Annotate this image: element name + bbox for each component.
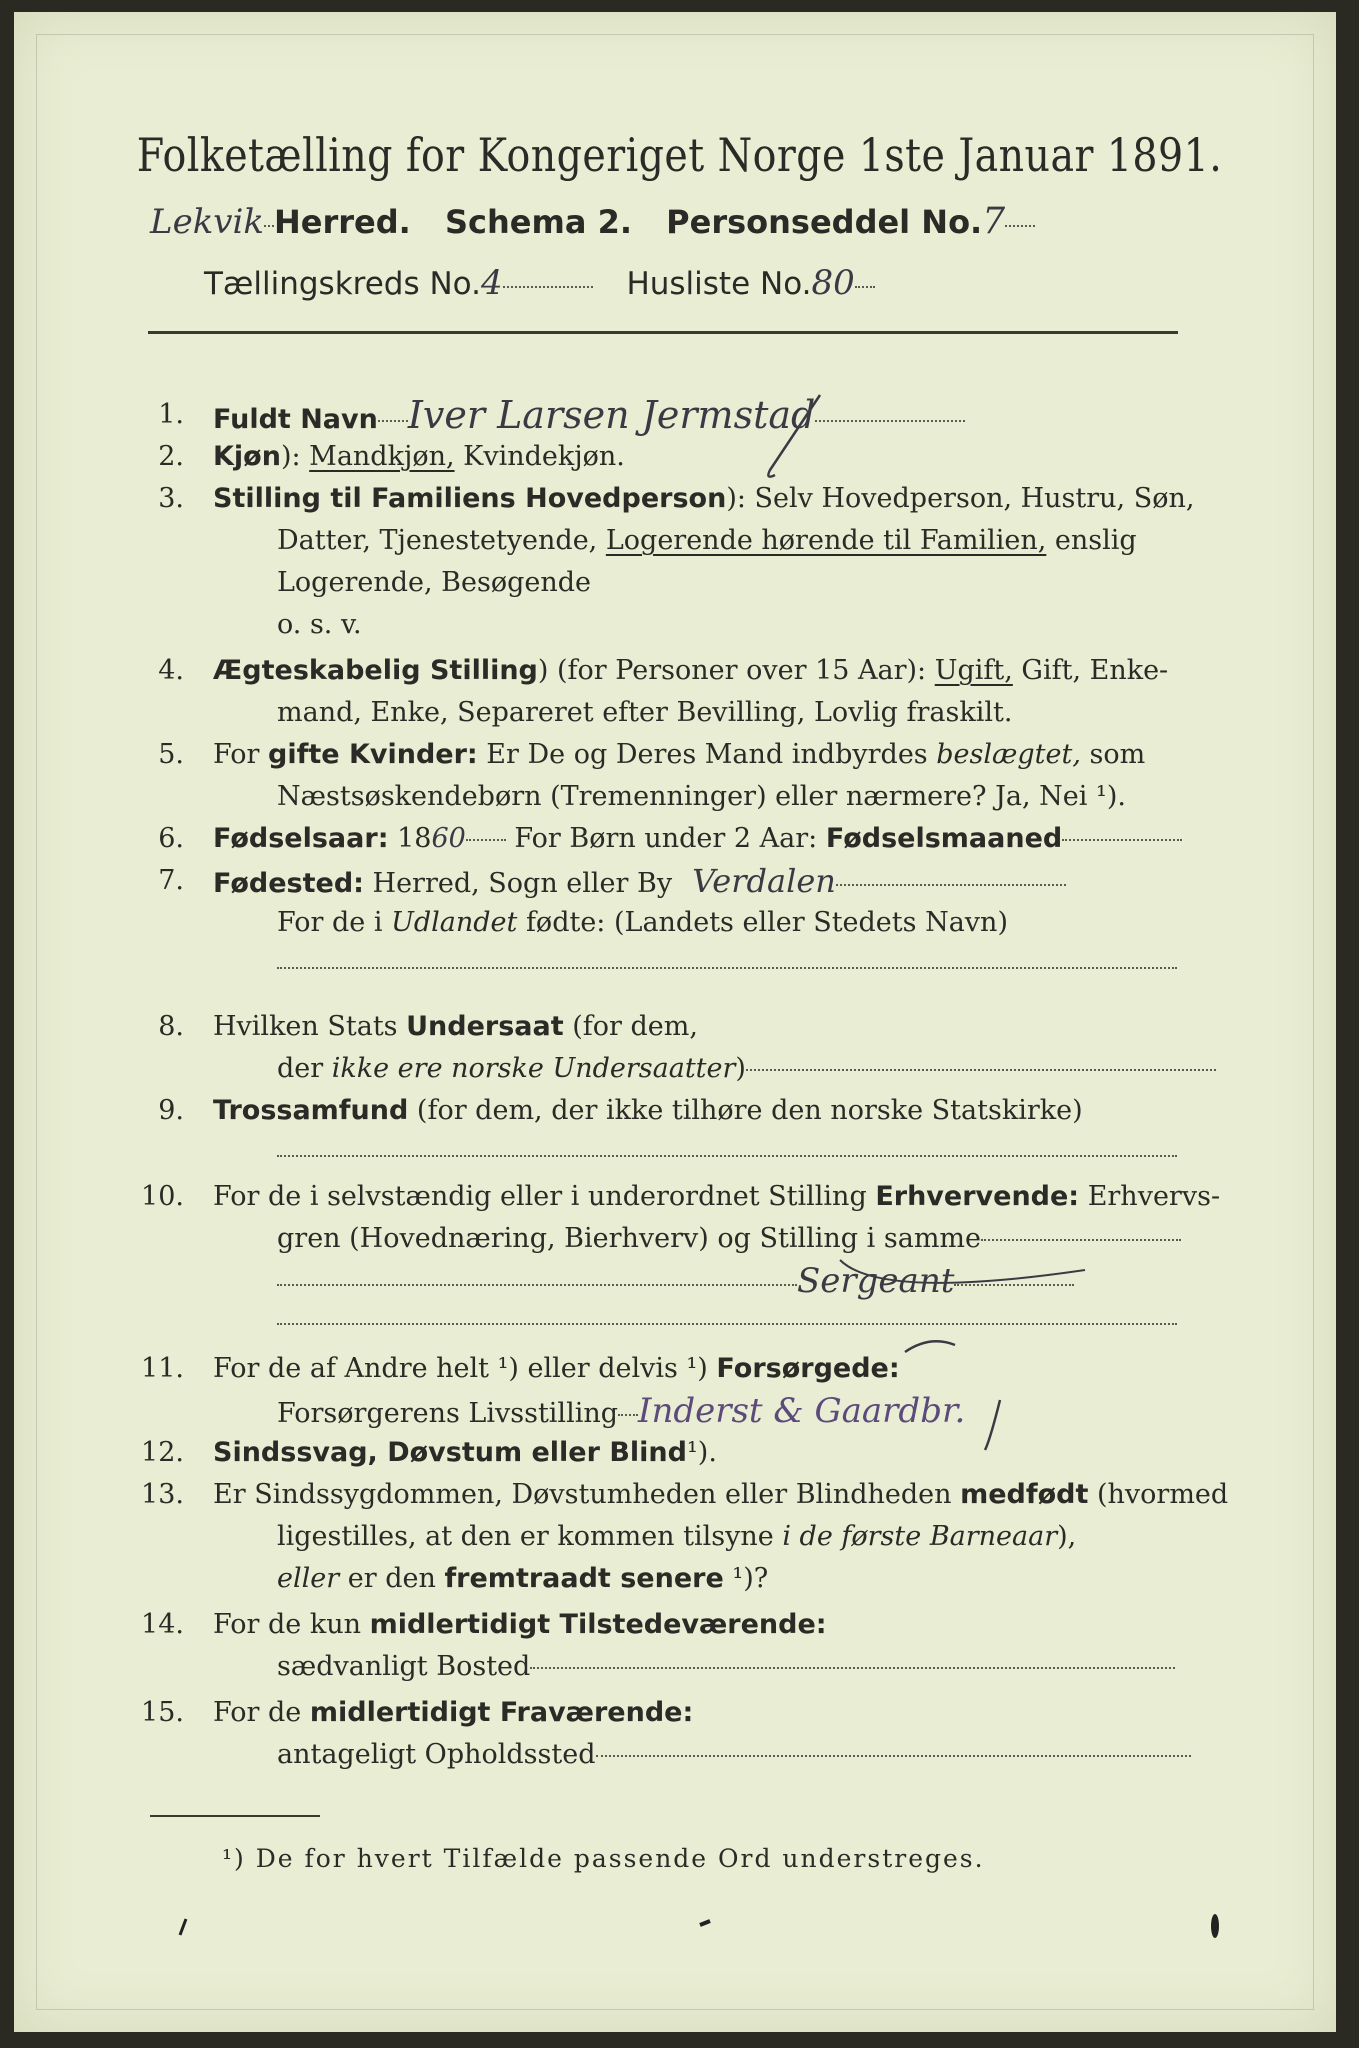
fodselsmaaned-label: Fødselsmaaned — [825, 823, 1063, 854]
undersaat-label: Undersaat — [406, 1011, 564, 1042]
text: som — [1080, 739, 1146, 770]
item-number: 7. — [158, 865, 184, 896]
fuldt-navn-label: Fuldt Navn — [213, 404, 378, 435]
text: ) (for Personer over 15 Aar): — [537, 655, 935, 686]
erhverv-value: Sergeant — [797, 1261, 955, 1301]
text: antageligt Opholdssted — [277, 1739, 596, 1770]
text: For — [213, 739, 269, 770]
text: For de kun — [213, 1609, 370, 1640]
husliste-label: Husliste No. — [626, 266, 812, 302]
text: (for dem, — [563, 1011, 698, 1042]
fodested-value: Verdalen — [692, 862, 836, 900]
text: i de første Barneaar — [782, 1521, 1058, 1552]
text: der — [277, 1053, 332, 1084]
text: sædvanligt Bosted — [277, 1651, 531, 1682]
fremtraadt-label: fremtraadt senere — [444, 1563, 724, 1594]
text: (for dem, der ikke tilhøre den norske Statskirke) — [408, 1095, 1083, 1126]
stilling-options: ): Selv Hovedperson, Hustru, Søn, — [726, 483, 1195, 514]
fodselsaar-label: Fødselsaar: — [213, 823, 389, 854]
kjon-label: Kjøn — [213, 441, 281, 472]
fodested-label: Fødested: — [213, 868, 364, 899]
kreds-label: Tællingskreds No. — [204, 266, 481, 302]
item-3-line-3: Logerende, Besøgende — [277, 567, 591, 598]
aegteskab-label: Ægteskabelig Stilling — [213, 655, 538, 686]
item-number: 5. — [158, 739, 184, 770]
text: Herred, Sogn eller By — [363, 868, 673, 899]
text: Er Sindssygdommen, Døvstumheden eller Blindheden — [213, 1479, 961, 1510]
kvindekjon-option: Kvindekjøn. — [454, 441, 625, 472]
kreds-number: 4 — [480, 263, 503, 303]
item-number: 6. — [158, 823, 184, 854]
sindssvag-label: Sindssvag, Døvstum eller Blind — [213, 1437, 687, 1468]
logerende-underlined: Logerende hørende til Familien, — [605, 525, 1047, 556]
item-number: 4. — [158, 655, 184, 686]
item-number: 3. — [158, 483, 184, 514]
text: ¹). — [686, 1437, 717, 1468]
text: For de af Andre helt ¹) eller delvis ¹) — [213, 1353, 717, 1384]
kjon-rest: ): — [280, 441, 310, 472]
text: Gift, Enke- — [1012, 655, 1169, 686]
herred-handwritten: Lekvik — [150, 202, 264, 242]
schema-label: Schema 2. — [444, 203, 632, 241]
personseddel-label: Personseddel No. — [666, 203, 983, 241]
item-number: 13. — [141, 1479, 184, 1510]
text: ikke ere norske Undersaatter — [331, 1053, 736, 1084]
item-4-line-2: mand, Enke, Separeret efter Bevilling, Lovlig fraskilt. — [277, 697, 1013, 728]
text: fødte: (Landets eller Stedets Navn) — [517, 907, 1008, 938]
text: Erhvervs- — [1079, 1181, 1221, 1212]
text: Er De og Deres Mand indbyrdes — [477, 739, 937, 770]
text: beslægtet, — [936, 739, 1081, 770]
text: ¹)? — [723, 1563, 769, 1594]
form-title: Folketælling for Kongeriget Norge 1ste Januar 1891. — [136, 128, 1223, 182]
ugift-underlined: Ugift, — [934, 655, 1013, 686]
text: Hvilken Stats — [213, 1011, 407, 1042]
text: ), — [1057, 1521, 1077, 1552]
text: For de — [213, 1697, 310, 1728]
text: Forsørgerens Livsstilling — [277, 1398, 619, 1429]
item-number: 2. — [158, 441, 184, 472]
text: Datter, Tjenestetyende, — [277, 525, 606, 556]
herred-label: Herred. — [274, 203, 411, 241]
item-number: 1. — [158, 399, 184, 430]
forsorger-value: Inderst & Gaardbr. — [638, 1391, 966, 1431]
item-number: 10. — [141, 1181, 184, 1212]
text: For de i selvstændig eller i underordnet Stilling — [213, 1181, 876, 1212]
text: For de i — [277, 907, 392, 938]
item-5-line-2: Næstsøskendebørn (Tremenninger) eller nærmere? Ja, Nei ¹). — [277, 781, 1126, 812]
personseddel-number: 7 — [982, 201, 1006, 242]
text: ) — [735, 1053, 746, 1084]
text: 18 — [388, 823, 432, 854]
forsorgede-label: Forsørgede: — [716, 1353, 900, 1384]
item-number: 12. — [141, 1437, 184, 1468]
text: For Børn under 2 Aar: — [505, 823, 826, 854]
text: enslig — [1046, 525, 1137, 556]
item-number: 8. — [158, 1011, 184, 1042]
footnote: ¹) De for hvert Tilfælde passende Ord understreges. — [222, 1844, 985, 1873]
tilstedevaerende-label: midlertidigt Tilstedeværende: — [369, 1609, 827, 1640]
item-number: 14. — [141, 1609, 184, 1640]
item-number: 9. — [158, 1095, 184, 1126]
husliste-number: 80 — [811, 263, 855, 303]
text: gren (Hovednæring, Bierhverv) og Stilling i samme — [277, 1223, 982, 1254]
medfodt-label: medfødt — [960, 1479, 1089, 1510]
text: Udlandet — [391, 907, 518, 938]
erhvervende-label: Erhvervende: — [875, 1181, 1080, 1212]
stilling-label: Stilling til Familiens Hovedperson — [213, 483, 727, 514]
text: er den — [339, 1563, 445, 1594]
fuldt-navn-value: Iver Larsen Jermstad — [407, 393, 816, 437]
text: (hvormed — [1088, 1479, 1229, 1510]
item-number: 11. — [141, 1353, 184, 1384]
gifte-kvinder-label: gifte Kvinder: — [268, 739, 478, 770]
trossamfund-label: Trossamfund — [213, 1095, 409, 1126]
text: eller — [277, 1563, 340, 1594]
fravaerende-label: midlertidigt Fraværende: — [309, 1697, 694, 1728]
item-number: 15. — [141, 1697, 184, 1728]
item-3-line-4: o. s. v. — [277, 609, 362, 640]
mandkjon-option: Mandkjøn, — [309, 441, 455, 472]
text: ligestilles, at den er kommen tilsyne — [277, 1521, 783, 1552]
fodselsaar-value: 60 — [431, 823, 466, 854]
